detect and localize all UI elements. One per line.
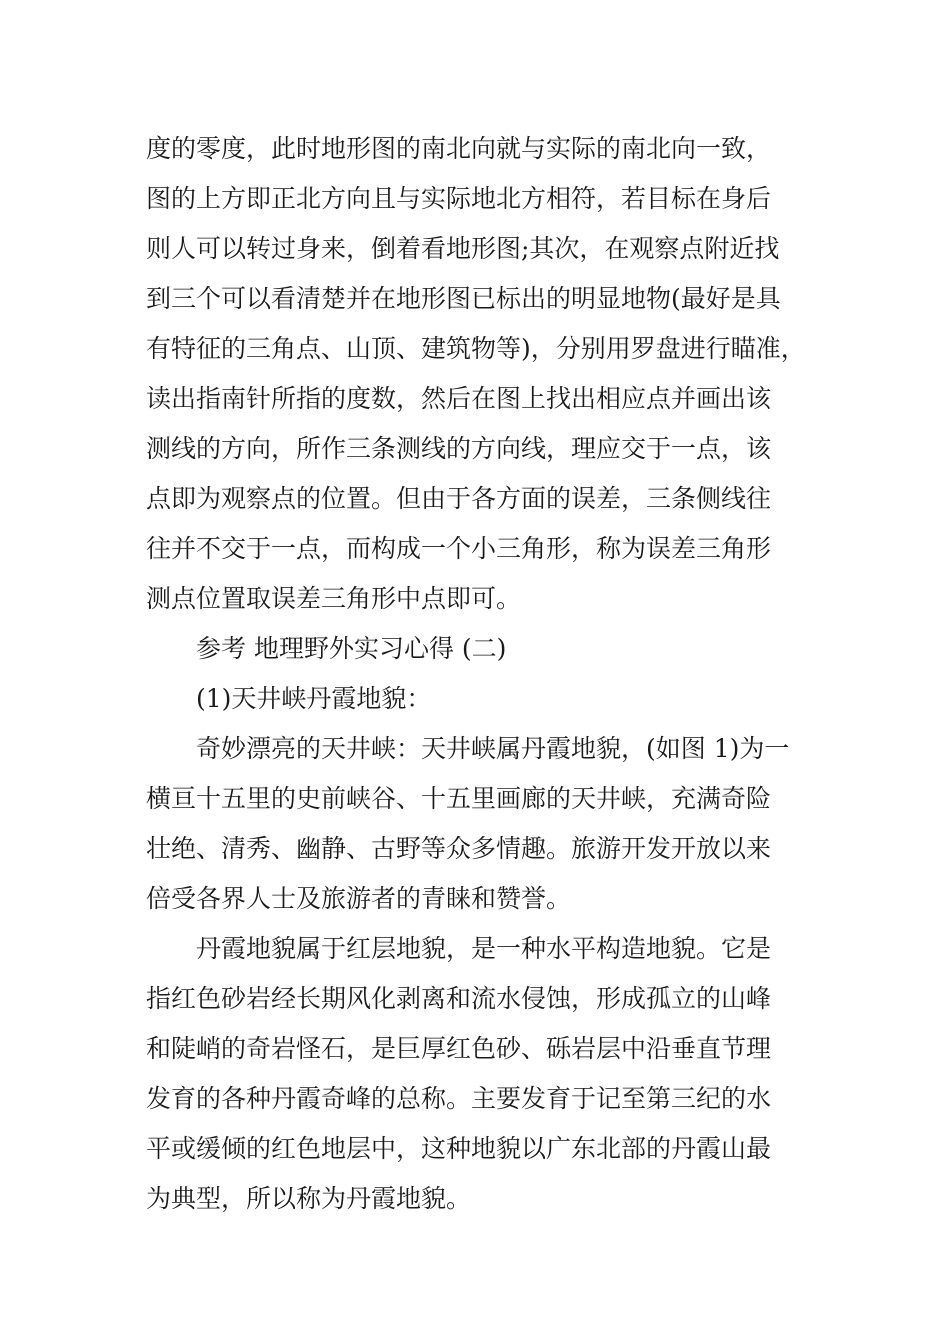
text-line: 点即为观察点的位置。但由于各方面的误差，三条侧线往 [146,484,772,513]
text-line: 和陡峭的奇岩怪石，是巨厚红色砂、砾岩层中沿垂直节理 [146,1034,772,1063]
paragraph-start: 奇妙漂亮的天井峡：天井峡属丹霞地貌，(如图 1)为一 [196,734,790,763]
text-line: 测线的方向，所作三条测线的方向线，理应交于一点，该 [146,434,772,463]
text-line: 则人可以转过身来，倒着看地形图;其次，在观察点附近找 [146,234,780,263]
text-line: 往并不交于一点，而构成一个小三角形，称为误差三角形 [146,534,772,563]
text-line: 指红色砂岩经长期风化剥离和流水侵蚀，形成孤立的山峰 [146,984,772,1013]
text-line: 图的上方即正北方向且与实际地北方相符，若目标在身后 [146,184,772,213]
text-line: 读出指南针所指的度数，然后在图上找出相应点并画出该 [146,384,772,413]
text-line: 发育的各种丹霞奇峰的总称。主要发育于记至第三纪的水 [146,1084,772,1113]
text-line: 平或缓倾的红色地层中，这种地貌以广东北部的丹霞山最 [146,1134,772,1163]
text-line: 为典型，所以称为丹霞地貌。 [146,1184,472,1213]
text-line: 度的零度，此时地形图的南北向就与实际的南北向一致， [146,134,772,163]
text-line: 横亘十五里的史前峡谷、十五里画廊的天井峡，充满奇险 [146,784,772,813]
paragraph-start: 丹霞地貌属于红层地貌，是一种水平构造地貌。它是 [196,934,772,963]
text-line: 到三个可以看清楚并在地形图已标出的明显地物(最好是具 [146,284,781,313]
text-line: 倍受各界人士及旅游者的青睐和赞誉。 [146,884,572,913]
subsection-heading: (1)天井峡丹霞地貌： [196,684,432,713]
text-line: 有特征的三角点、山顶、建筑物等)，分别用罗盘进行瞄准， [146,334,806,363]
text-line: 壮绝、清秀、幽静、古野等众多情趣。旅游开发开放以来 [146,834,772,863]
text-line: 测点位置取误差三角形中点即可。 [146,584,522,613]
section-heading: 参考 地理野外实习心得 (二) [196,634,507,663]
